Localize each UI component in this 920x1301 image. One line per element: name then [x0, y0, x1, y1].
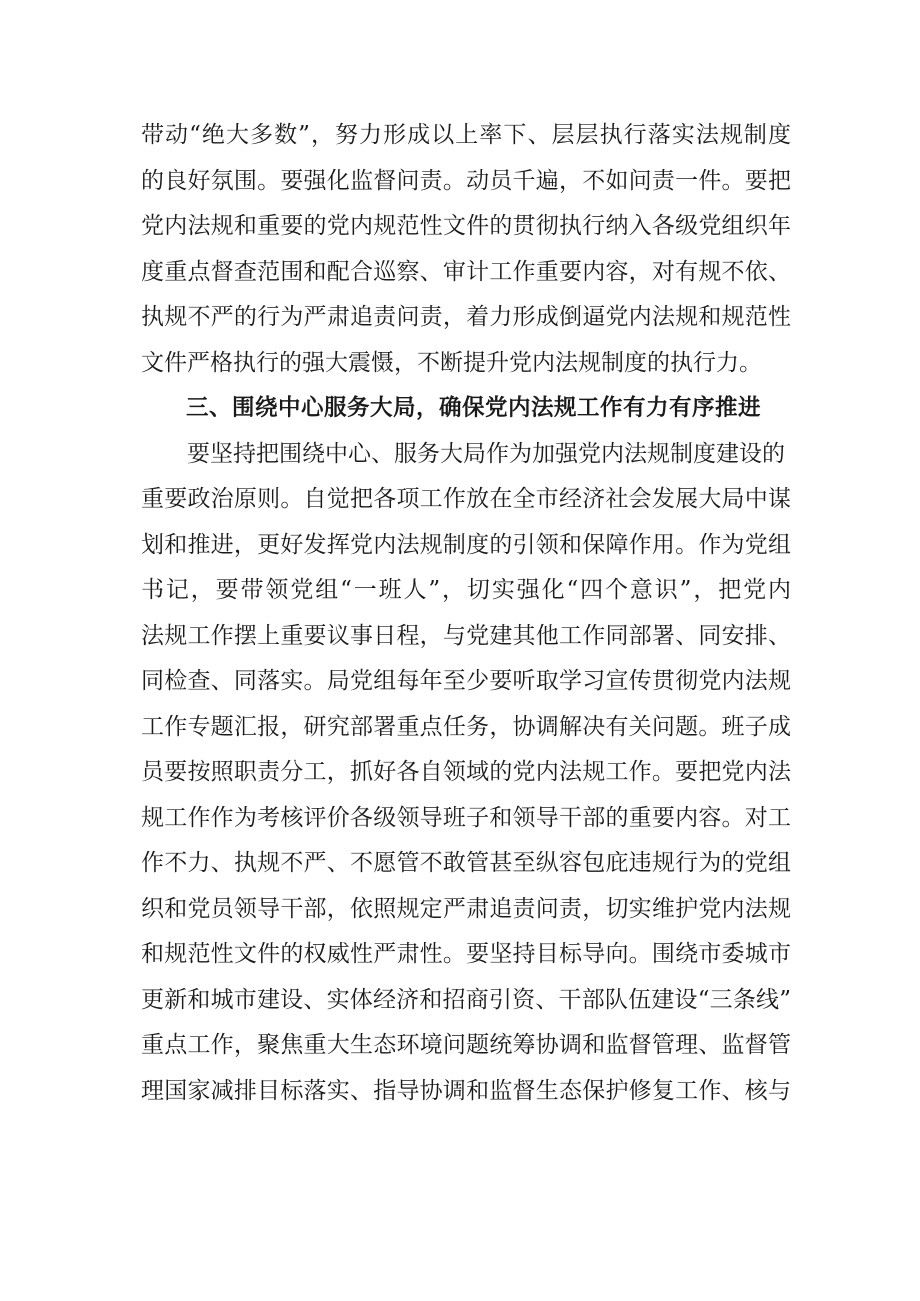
paragraph-serve-overall — [141, 432, 791, 1115]
text-line: 理国家减排目标落实、指导协调和监督生态保护修复工作、核与 — [141, 1077, 791, 1104]
text-line: 重要政治原则。自觉把各项工作放在全市经济社会发展大局中谋 — [141, 486, 791, 512]
text-line: 的良好氛围。要强化监督问责。动员千遍，不如问责一件。要把 — [141, 167, 791, 194]
text-line: 工作专题汇报，研究部署重点任务，协调解决有关问题。班子成 — [141, 713, 791, 740]
text-line: 划和推进，更好发挥党内法规制度的引领和保障作用。作为党组 — [141, 531, 791, 558]
text-line: 规工作作为考核评价各级领导班子和领导干部的重要内容。对工 — [141, 804, 791, 831]
text-line: 带动“绝大多数”，努力形成以上率下、层层执行落实法规制度 — [141, 122, 791, 148]
text-line: 书记，要带领党组“一班人”，切实强化“四个意识”，把党内 — [141, 577, 791, 603]
text-line: 重点工作，聚焦重大生态环境问题统筹协调和监督管理、监督管 — [141, 1032, 791, 1058]
text-line: 文件严格执行的强大震慑，不断提升党内法规制度的执行力。 — [141, 349, 762, 376]
text-line: 执规不严的行为严肃追责问责，着力形成倒逼党内法规和规范性 — [141, 304, 791, 330]
text-line: 和规范性文件的权威性严肃性。要坚持目标导向。围绕市委城市 — [141, 941, 791, 967]
document-body — [141, 113, 791, 1114]
text-line: 度重点督查范围和配合巡察、审计工作重要内容，对有规不依、 — [141, 258, 791, 285]
text-line: 法规工作摆上重要议事日程，与党建其他工作同部署、同安排、 — [141, 622, 791, 649]
section-heading: 三、围绕中心服务大局，确保党内法规工作有力有序推进 — [186, 395, 762, 421]
text-line: 作不力、执规不严、不愿管不敢管甚至纵容包庇违规行为的党组 — [141, 850, 791, 876]
text-line: 织和党员领导干部，依照规定严肃追责问责，切实维护党内法规 — [141, 895, 791, 922]
paragraph-accountability — [141, 113, 791, 386]
text-line: 要坚持把围绕中心、服务大局作为加强党内法规制度建设的 — [187, 440, 785, 467]
text-line: 党内法规和重要的党内规范性文件的贯彻执行纳入各级党组织年 — [141, 213, 791, 239]
text-line: 更新和城市建设、实体经济和招商引资、干部队伍建设“三条线” — [141, 986, 791, 1013]
text-line: 同检查、同落实。局党组每年至少要听取学习宣传贯彻党内法规 — [141, 668, 791, 694]
text-line: 员要按照职责分工，抓好各自领域的党内法规工作。要把党内法 — [141, 759, 791, 785]
